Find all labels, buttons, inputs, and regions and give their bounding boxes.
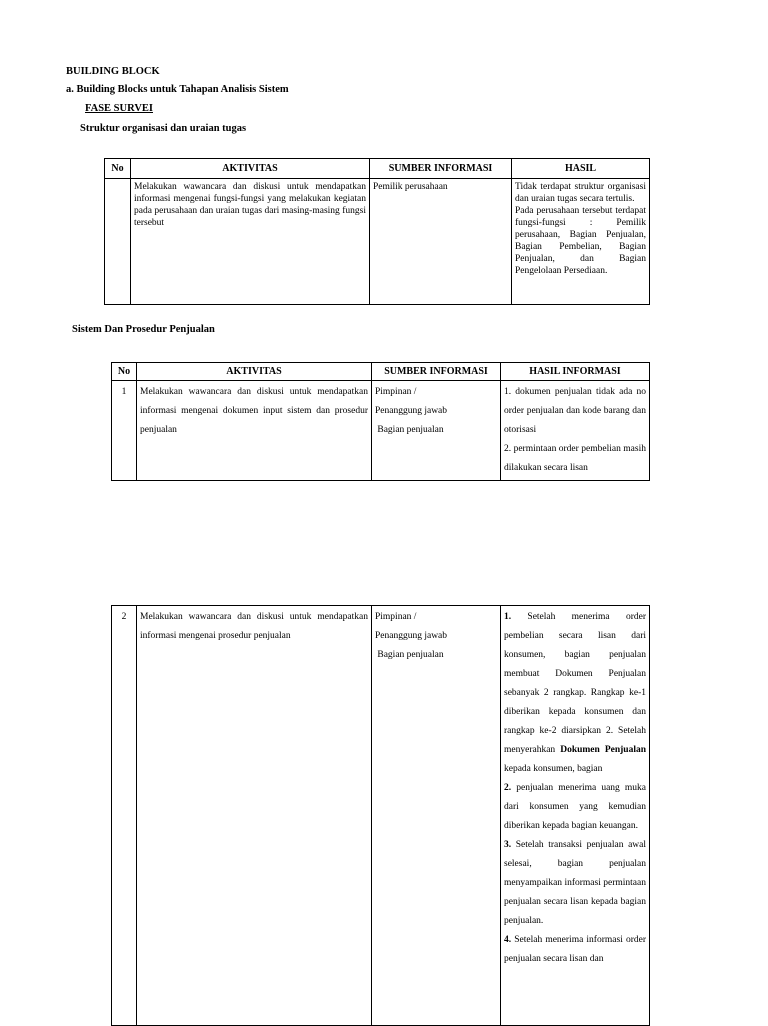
- table-header-source: SUMBER INFORMASI: [370, 159, 512, 179]
- source-line-3: Bagian penjualan: [375, 650, 444, 660]
- table-header-no: No: [112, 363, 137, 381]
- result-line-1: Tidak terdapat struktur organisasi dan uraian tugas secara tertulis.: [515, 182, 646, 204]
- document-subtitle: a. Building Blocks untuk Tahapan Analisis Sistem: [66, 84, 289, 95]
- table-header-no: No: [105, 159, 131, 179]
- table-sales-procedure: [111, 362, 650, 481]
- cell-activity: Melakukan wawancara dan diskusi untuk mendapatkan informasi mengenai fungsi-fungsi yang melakukan kegiatan pada perusahaan dan uraian tugas dari masing-masing fungsi tersebut: [131, 179, 370, 305]
- result-num-2: 2.: [504, 783, 512, 793]
- result-num-3: 3.: [504, 840, 512, 850]
- cell-activity: Melakukan wawancara dan diskusi untuk mendapatkan informasi mengenai dokumen input sistem dan prosedur penjualan: [137, 381, 372, 481]
- cell-no: [105, 179, 131, 305]
- cell-source: [372, 606, 501, 1026]
- cell-result: [501, 606, 650, 1026]
- table-organization-structure: [104, 158, 650, 305]
- table-header-result-info: HASIL INFORMASI: [501, 363, 650, 381]
- source-line-1: Pimpinan /: [375, 612, 417, 622]
- result-paragraph-4: [504, 931, 646, 969]
- section-heading-structure: Struktur organisasi dan uraian tugas: [80, 123, 247, 134]
- cell-activity: Melakukan wawancara dan diskusi untuk mendapatkan informasi mengenai prosedur penjualan: [137, 606, 372, 1026]
- phase-heading: FASE SURVEI: [85, 103, 153, 114]
- cell-result: [512, 179, 650, 305]
- cell-no: 2: [112, 606, 137, 1026]
- table-header-result: HASIL: [512, 159, 650, 179]
- table-header-activity: AKTIVITAS: [137, 363, 372, 381]
- cell-source: [372, 381, 501, 481]
- result-tail-1: kepada konsumen, bagian: [504, 764, 603, 774]
- source-line-2: Penanggung jawab: [375, 631, 448, 641]
- table-header-activity: AKTIVITAS: [131, 159, 370, 179]
- source-line-2: Penanggung jawab: [375, 406, 448, 416]
- table-row: [112, 381, 650, 481]
- result-text-1: Setelah menerima order pembelian secara lisan dari konsumen, bagian penjualan membuat Dokumen Penjualan sebanyak 2 rangkap. Rangkap ke-1 diberikan kepada konsumen dan rangkap ke-2 diarsipkan 2. Setelah menyerahkan: [504, 612, 646, 755]
- result-item-1: 1. dokumen penjualan tidak ada no order penjualan dan kode barang dan otorisasi: [504, 387, 646, 435]
- source-line-3: Bagian penjualan: [375, 425, 444, 435]
- result-paragraph-2: [504, 779, 646, 836]
- result-bold-term: Dokumen Penjualan: [560, 745, 646, 755]
- result-item-2: 2. permintaan order pembelian masih dilakukan secara lisan: [504, 444, 646, 473]
- document-title: BUILDING BLOCK: [66, 66, 160, 77]
- table-row: [112, 606, 650, 1026]
- result-paragraph-3: [504, 836, 646, 931]
- cell-source: Pemilik perusahaan: [370, 179, 512, 305]
- source-line-1: Pimpinan /: [375, 387, 417, 397]
- result-text-4: Setelah menerima informasi order penjualan secara lisan dan: [504, 935, 646, 964]
- result-text-2: penjualan menerima uang muka dari konsumen yang kemudian diberikan kepada bagian keuangan.: [504, 783, 646, 831]
- result-paragraph-1: [504, 608, 646, 779]
- cell-result: [501, 381, 650, 481]
- cell-no: 1: [112, 381, 137, 481]
- table-header-source: SUMBER INFORMASI: [372, 363, 501, 381]
- table-row: [105, 179, 650, 305]
- table-sales-procedure-continued: [111, 605, 650, 1026]
- result-line-2: Pada perusahaan tersebut terdapat fungsi-fungsi : Pemilik perusahaan, Bagian Penjualan, Bagian Pembelian, Bagian Penjualan, dan Bagian Pengelolaan Persediaan.: [515, 206, 646, 276]
- result-num-4: 4.: [504, 935, 512, 945]
- result-num-1: 1.: [504, 612, 512, 622]
- result-text-3: Setelah transaksi penjualan awal selesai, bagian penjualan menyampaikan informasi permintaan penjualan secara lisan kepada bagian penjualan.: [504, 840, 646, 926]
- section-heading-sales: Sistem Dan Prosedur Penjualan: [72, 324, 215, 335]
